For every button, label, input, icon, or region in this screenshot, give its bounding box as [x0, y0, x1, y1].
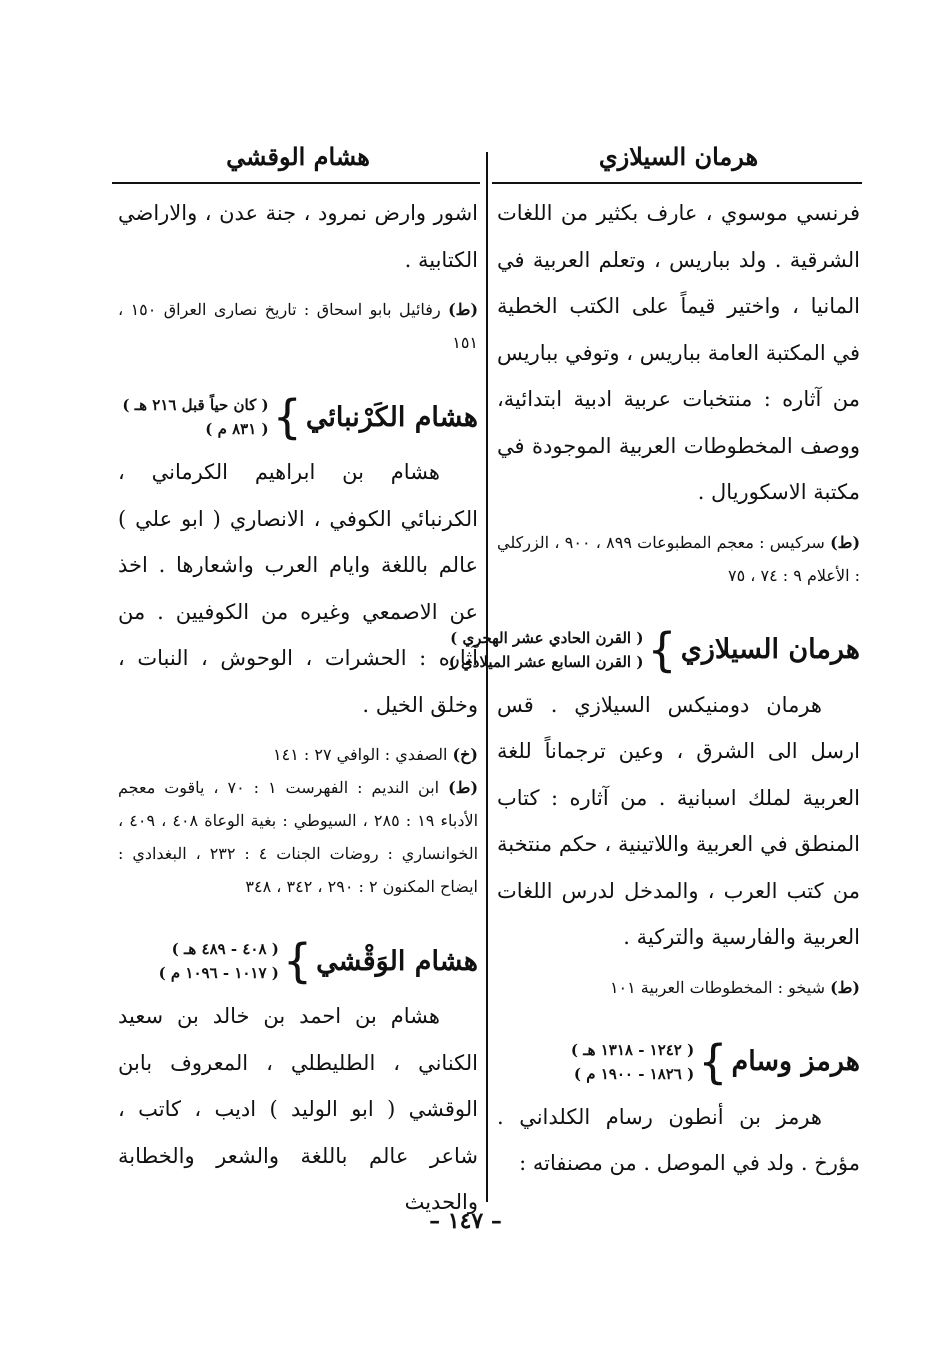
entry-references [497, 971, 860, 1004]
entry-dates [571, 1038, 694, 1086]
entry-name: هرمز وسام [731, 1046, 860, 1077]
entry-dates [122, 393, 268, 441]
entry-dates [159, 937, 279, 985]
entry-text: هشام بن احمد بن خالد بن سعيد الكناني ، الطليطلي ، المعروف بابن الوقشي ( ابو الوليد ) اديب ، كاتب ، شاعر عالم باللغة والشعر والخطابة والحديث [118, 1004, 478, 1214]
header-rule-right [492, 182, 862, 184]
reference-text: رفائيل بابو اسحاق : تاريخ نصارى العراق ١٥٠ ، ١٥١ [118, 300, 478, 352]
entry-name: هشام الوَقْشي [316, 945, 478, 977]
reference-tag: (ط) [830, 532, 861, 552]
entry-date-hijri: ( ١٢٤٢ - ١٣١٨ هـ ) [570, 1040, 695, 1059]
running-head-left: هشام الوقشي [226, 142, 370, 171]
left-column [118, 190, 478, 1226]
entry-text: هرمان دومنيكس السيلازي . قس ارسل الى الشرق ، وعين ترجماناً للغة العربية لملك اسبانية . من آثاره : كتاب المنطق في العربية واللاتينية ، حكم منتخبة من كتب العرب ، والمدخل لدرس اللغات العربية والفارسية والتركية . [497, 692, 860, 949]
header-rule-left [112, 182, 480, 184]
entry-date-gregorian: ( القرن السابع عشر الميلادي ) [448, 652, 644, 671]
entry-name: هشام الكَرْنبائي [305, 401, 478, 433]
reference-tag: (ط) [830, 977, 860, 997]
entry-references [118, 771, 478, 903]
continued-entry-references [118, 293, 478, 359]
entry-references [118, 738, 478, 771]
entry-text: هرمز بن أنطون رسام الكلداني . مؤرخ . ولد في الموصل . من مصنفاته : [497, 1104, 860, 1175]
continued-entry-references [497, 526, 860, 592]
reference-tag: (خ) [452, 745, 478, 764]
right-column [448, 190, 861, 1187]
reference-tag: (ط) [448, 778, 479, 797]
page-number: – ١٤٧ – [429, 1208, 502, 1234]
column-divider [486, 152, 488, 1202]
reference-tag: (ط) [448, 300, 479, 319]
continued-entry-text: فرنسي موسوي ، عارف بكثير من اللغات الشرقية . ولد بباريس ، وتعلم العربية في المانيا ، واختير قيماً على الكتب الخطية في المكتبة العامة بباريس ، وتوفي بباريس من آثاره : منتخبات عربية ادبية ابتدائية، ووصف المخطوطات العربية الموجودة في مكتبة الاسكوريال . [497, 201, 860, 504]
reference-text: ابن النديم : الفهرست ١ : ٧٠ ، ياقوت معجم الأدباء ١٩ : ٢٨٥ ، السيوطي : بغية الوعاة ٤٠٨ ، ٤٠٩ ، الخوانساري : روضات الجنات ٤ : ٢٣٢ ، البغدادي : ايضاح المكنون ٢ : ٢٩٠ ، ٣٤٢ ، ٣٤٨ [118, 778, 479, 896]
entry-brace: } [272, 390, 302, 444]
entry-brace: } [647, 622, 677, 677]
entry-date-hijri: ( القرن الحادي عشر الهجري ) [450, 628, 644, 647]
reference-text: شيخو : المخطوطات العربية ١٠١ [609, 977, 825, 997]
running-head-right: هرمان السيلازي [598, 142, 759, 171]
entry-heading [497, 1034, 860, 1089]
entry-heading [118, 390, 478, 444]
entry-heading [118, 934, 478, 988]
entry-date-hijri: ( كان حياً قبل ٢١٦ هـ ) [122, 396, 269, 414]
reference-text: الصفدي : الوافي ٢٧ : ١٤١ [273, 745, 448, 764]
entry-brace: } [282, 934, 313, 988]
continued-entry-text: اشور وارض نمرود ، جنة عدن ، والاراضي الكتابية . [118, 201, 478, 272]
entry-name: هرمان السيلازي [680, 634, 860, 665]
entry-date-gregorian: ( ١٨٢٦ - ١٩٠٠ م ) [573, 1064, 695, 1083]
entry-date-gregorian: ( ١٠١٧ - ١٠٩٦ م ) [158, 964, 279, 982]
entry-date-hijri: ( ٤٠٨ - ٤٨٩ هـ ) [171, 940, 279, 958]
entry-date-gregorian: ( ٨٣١ م ) [205, 420, 269, 438]
entry-heading [448, 622, 860, 677]
reference-text: سركيس : معجم المطبوعات ٨٩٩ ، ٩٠٠ ، الزركلي : الأعلام ٩ : ٧٤ ، ٧٥ [497, 532, 860, 585]
entry-brace: } [698, 1034, 728, 1089]
entry-text: هشام بن ابراهيم الكرماني ، الكرنبائي الكوفي ، الانصاري ( ابو علي ) عالم باللغة وايام العرب واشعارها . اخذ عن الاصمعي وغيره من الكوفيين . من آثاره : الحشرات ، الوحوش ، النبات ، وخلق الخيل . [118, 460, 478, 717]
